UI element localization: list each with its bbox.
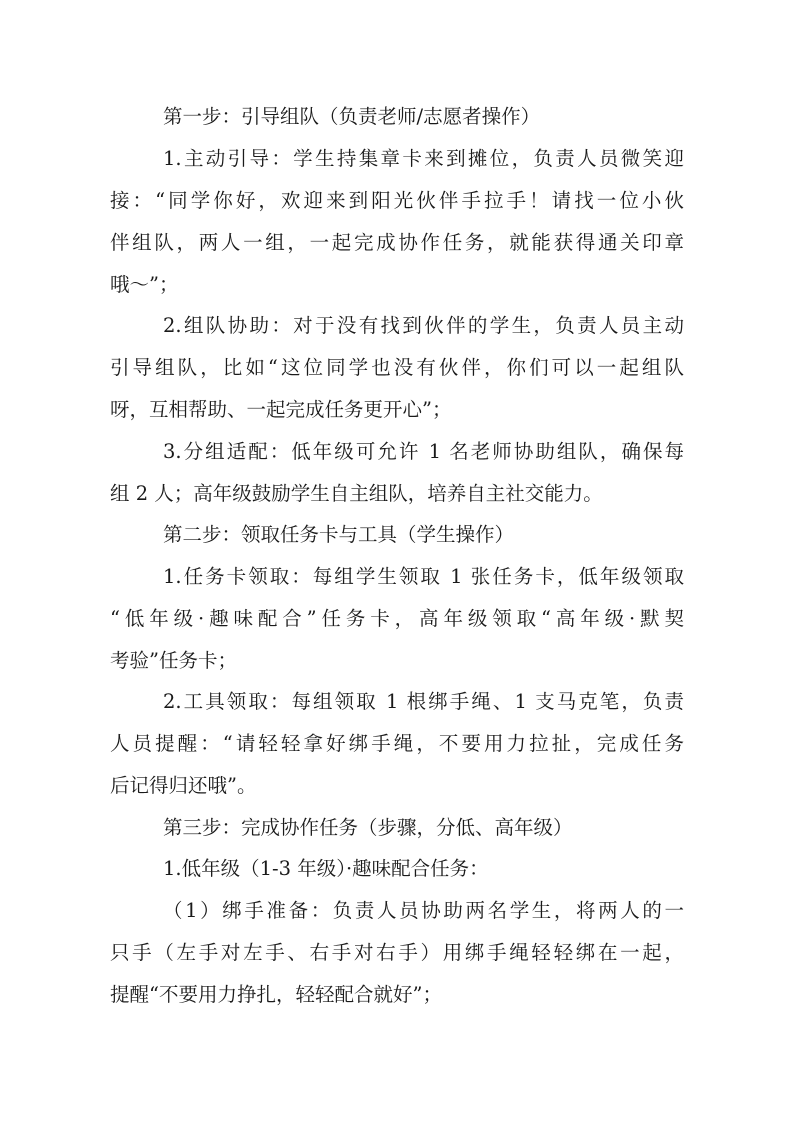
paragraph-line: 后记得归还哦”。 xyxy=(110,774,257,797)
paragraph-line: （1）绑手准备：负责人员协助两名学生，将两人的一 xyxy=(163,899,684,922)
paragraph-line: “低年级·趣味配合”任务卡，高年级领取“高年级·默契 xyxy=(110,607,684,630)
paragraph-line: 提醒“不要用力挣扎，轻轻配合就好”； xyxy=(110,983,442,1006)
paragraph-line: 人员提醒：“请轻轻拿好绑手绳，不要用力拉扯，完成任务 xyxy=(110,732,684,755)
heading-step-3: 第三步：完成协作任务（步骤，分低、高年级） xyxy=(163,816,573,839)
paragraph-line: 1.低年级（1-3 年级）·趣味配合任务： xyxy=(163,857,489,880)
paragraph-line: 只手（左手对左手、右手对右手）用绑手绳轻轻绑在一起， xyxy=(110,941,684,964)
paragraph-line: 呀，互相帮助、一起完成任务更开心”； xyxy=(110,398,452,421)
paragraph-line: 引导组队，比如“这位同学也没有伙伴，你们可以一起组队 xyxy=(110,356,684,379)
paragraph-line: 1.任务卡领取：每组学生领取 1 张任务卡，低年级领取 xyxy=(163,565,684,588)
paragraph-line: 组 2 人；高年级鼓励学生自主组队，培养自主社交能力。 xyxy=(110,482,603,505)
paragraph-line: 哦～”； xyxy=(110,273,179,296)
paragraph-line: 2.工具领取：每组领取 1 根绑手绳、1 支马克笔，负责 xyxy=(163,690,684,713)
paragraph-line: 接：“同学你好，欢迎来到阳光伙伴手拉手！请找一位小伙 xyxy=(110,189,684,212)
paragraph-line: 3.分组适配：低年级可允许 1 名老师协助组队，确保每 xyxy=(163,440,684,463)
heading-step-2: 第二步：领取任务卡与工具（学生操作） xyxy=(163,523,515,546)
paragraph-line: 1.主动引导：学生持集章卡来到摊位，负责人员微笑迎 xyxy=(163,147,684,170)
paragraph-line: 伴组队，两人一组，一起完成协作任务，就能获得通关印章 xyxy=(110,231,684,254)
paragraph-line: 2.组队协助：对于没有找到伙伴的学生，负责人员主动 xyxy=(163,314,684,337)
heading-step-1: 第一步：引导组队（负责老师/志愿者操作） xyxy=(163,105,541,128)
paragraph-line: 考验”任务卡； xyxy=(110,649,237,672)
